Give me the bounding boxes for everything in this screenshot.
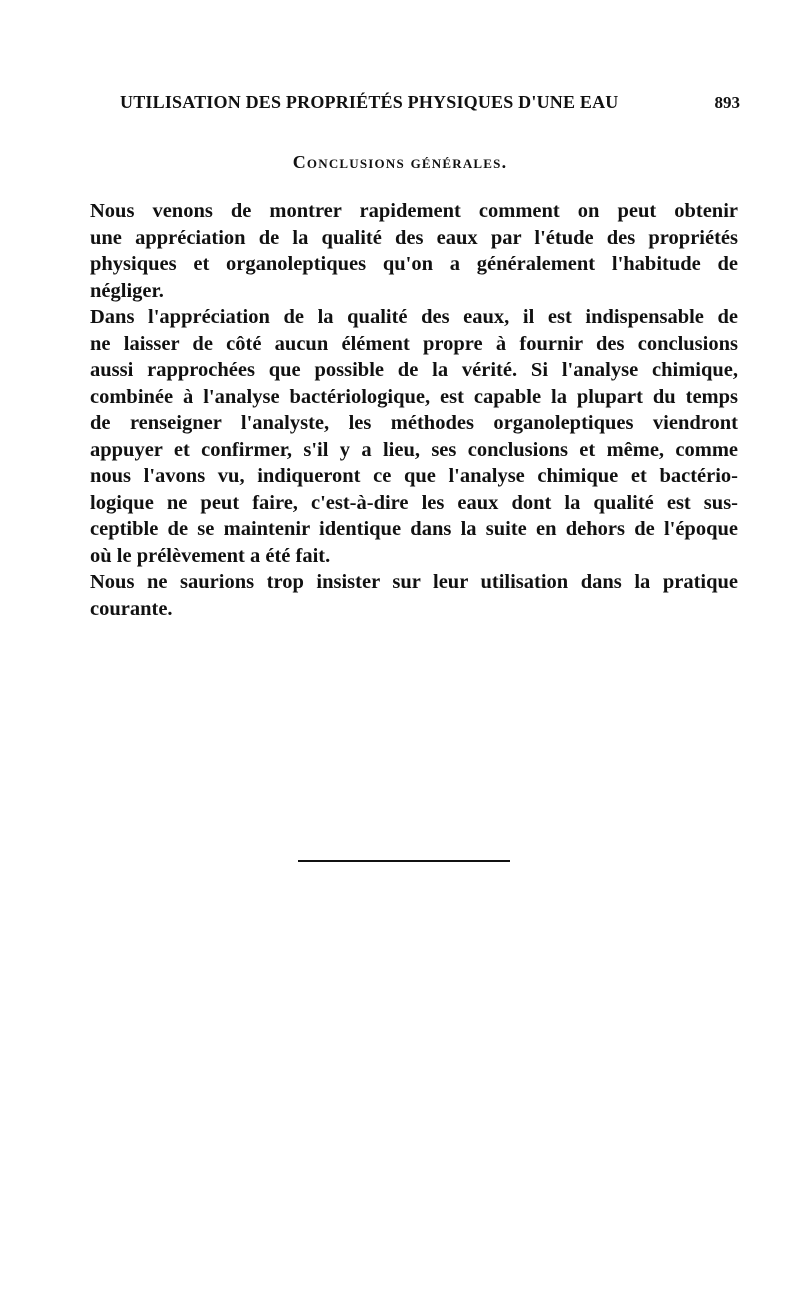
- section-heading: Conclusions générales.: [292, 152, 508, 172]
- text-line: courante.: [90, 597, 173, 620]
- text-line: une appréciation de la qualité des eaux par l'étude des propriétés: [90, 226, 738, 249]
- closing-rule: [298, 860, 510, 862]
- text-line: nous l'avons vu, indiqueront ce que l'analyse chimique et bactério-: [90, 465, 738, 487]
- text-line: appuyer et confirmer, s'il y a lieu, ses conclusions et même, comme: [90, 438, 738, 461]
- text-line: combinée à l'analyse bactériologique, est capable la plupart du temps: [90, 385, 738, 408]
- text-line: aussi rapprochées que possible de la vérité. Si l'analyse chimique,: [90, 359, 738, 381]
- text-line: Nous ne saurions trop insister sur leur utilisation dans la pratique: [90, 571, 738, 593]
- running-header: [90, 92, 740, 116]
- text-line: Nous venons de montrer rapidement comment on peut obtenir: [90, 200, 738, 222]
- text-line: où le prélèvement a été fait.: [90, 544, 331, 567]
- paragraph-1: [90, 198, 738, 304]
- body-text: [90, 198, 738, 622]
- text-line: négliger.: [90, 279, 164, 302]
- text-line: logique ne peut faire, c'est-à-dire les eaux dont la qualité est sus-: [90, 491, 738, 514]
- paragraph-2: [90, 304, 738, 569]
- text-line: Dans l'appréciation de la qualité des eaux, il est indispensable de: [90, 306, 738, 328]
- text-line: ne laisser de côté aucun élément propre à fournir des conclusions: [90, 332, 738, 355]
- text-line: de renseigner l'analyste, les méthodes organoleptiques viendront: [90, 412, 738, 434]
- paragraph-3: [90, 569, 738, 622]
- page-number: 893: [714, 93, 740, 112]
- text-line: ceptible de se maintenir identique dans la suite en dehors de l'époque: [90, 518, 738, 540]
- text-line: physiques et organoleptiques qu'on a généralement l'habitude de: [90, 253, 738, 275]
- running-title: UTILISATION DES PROPRIÉTÉS PHYSIQUES D'UNE EAU: [120, 92, 619, 112]
